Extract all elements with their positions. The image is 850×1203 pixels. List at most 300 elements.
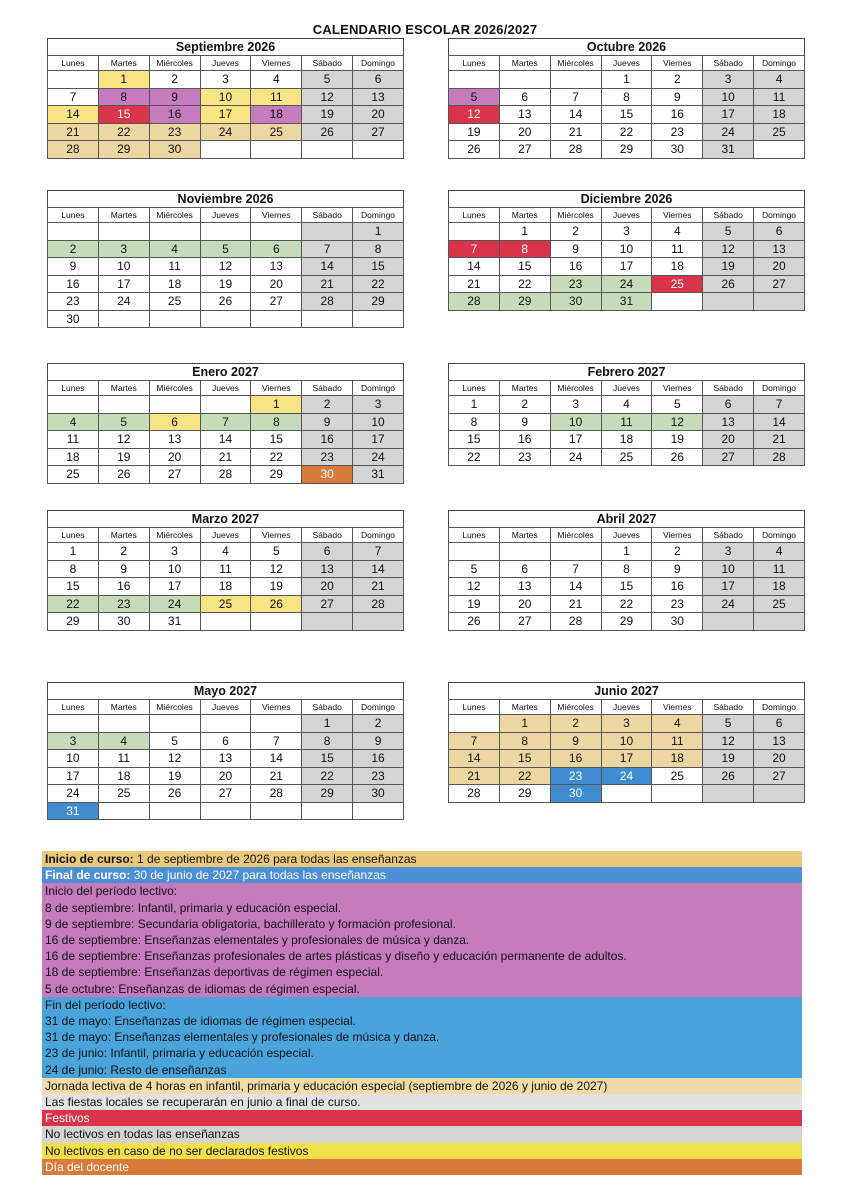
- week-row: [48, 88, 404, 106]
- weekday-header: Viernes: [251, 56, 302, 71]
- day-cell: 18: [652, 258, 703, 276]
- legend-line: [42, 1110, 802, 1126]
- week-row: [449, 595, 805, 613]
- week-row: [48, 123, 404, 141]
- day-cell: 10: [601, 240, 652, 258]
- month-table: [448, 55, 805, 159]
- day-cell: 25: [652, 275, 703, 293]
- day-cell: 16: [48, 275, 99, 293]
- month-calendar: [47, 510, 404, 631]
- day-cell: 11: [601, 413, 652, 431]
- day-cell: 4: [754, 71, 805, 89]
- week-row: [449, 413, 805, 431]
- day-cell: 9: [652, 88, 703, 106]
- week-row: [449, 560, 805, 578]
- day-cell: 2: [652, 543, 703, 561]
- day-cell: 9: [302, 413, 353, 431]
- day-cell: 10: [601, 732, 652, 750]
- day-cell: 27: [302, 595, 353, 613]
- day-cell: 29: [601, 141, 652, 159]
- day-cell: 31: [48, 802, 99, 820]
- weekday-header: Martes: [98, 528, 149, 543]
- day-cell: 12: [302, 88, 353, 106]
- day-cell: 15: [499, 750, 550, 768]
- day-cell: 6: [251, 240, 302, 258]
- weekday-header: Viernes: [652, 381, 703, 396]
- day-cell: 17: [703, 106, 754, 124]
- day-cell: 21: [353, 578, 404, 596]
- day-cell: 16: [499, 431, 550, 449]
- day-cell: [251, 141, 302, 159]
- day-cell: [251, 613, 302, 631]
- day-cell: 29: [499, 293, 550, 311]
- day-cell: 21: [754, 431, 805, 449]
- week-row: [48, 258, 404, 276]
- weekday-header: Jueves: [601, 56, 652, 71]
- legend-bold-label: Final de curso:: [45, 868, 131, 883]
- day-cell: 9: [48, 258, 99, 276]
- legend-line: [42, 1062, 802, 1078]
- day-cell: 9: [98, 560, 149, 578]
- weekday-header: Sábado: [703, 381, 754, 396]
- week-row: [48, 595, 404, 613]
- day-cell: 28: [449, 785, 500, 803]
- day-cell: 7: [550, 88, 601, 106]
- day-cell: 25: [200, 595, 251, 613]
- week-row: [48, 141, 404, 159]
- day-cell: 18: [251, 106, 302, 124]
- day-cell: 22: [98, 123, 149, 141]
- legend-text: 9 de septiembre: Secundaria obligatoria, bachillerato y formación profesional.: [45, 916, 456, 931]
- day-cell: [703, 613, 754, 631]
- day-cell: 21: [550, 123, 601, 141]
- day-cell: 12: [200, 258, 251, 276]
- day-cell: 6: [754, 715, 805, 733]
- day-cell: 1: [98, 71, 149, 89]
- month-table: [448, 380, 805, 466]
- day-cell: 3: [200, 71, 251, 89]
- day-cell: 1: [601, 543, 652, 561]
- month-calendar: [448, 682, 805, 803]
- day-cell: 20: [302, 578, 353, 596]
- weekday-header: Miércoles: [550, 700, 601, 715]
- week-row: [48, 802, 404, 820]
- month-title: Octubre 2026: [448, 38, 805, 55]
- day-cell: [98, 715, 149, 733]
- day-cell: 2: [652, 71, 703, 89]
- legend-text: 18 de septiembre: Enseñanzas deportivas de régimen especial.: [45, 965, 384, 980]
- legend-text: 1 de septiembre de 2026 para todas las enseñanzas: [133, 852, 417, 866]
- day-cell: 10: [48, 750, 99, 768]
- day-cell: 8: [302, 732, 353, 750]
- day-cell: 29: [302, 785, 353, 803]
- day-cell: 29: [353, 293, 404, 311]
- week-row: [48, 71, 404, 89]
- day-cell: 6: [754, 223, 805, 241]
- legend-text: Jornada lectiva de 4 horas en infantil, primaria y educación especial (septiembre de 2026 y junio de 2027): [45, 1078, 608, 1093]
- day-cell: 6: [200, 732, 251, 750]
- day-cell: 8: [353, 240, 404, 258]
- day-cell: 30: [98, 613, 149, 631]
- day-cell: [251, 802, 302, 820]
- day-cell: 24: [703, 595, 754, 613]
- day-cell: [302, 223, 353, 241]
- weekday-header: Domingo: [754, 381, 805, 396]
- day-cell: [149, 802, 200, 820]
- weekday-header: Martes: [499, 700, 550, 715]
- legend-text: Festivos: [45, 1111, 90, 1126]
- day-cell: 5: [98, 413, 149, 431]
- legend-text: No lectivos en todas las enseñanzas: [45, 1127, 240, 1142]
- day-cell: 27: [754, 275, 805, 293]
- legend-text: 31 de mayo: Enseñanzas de idiomas de régimen especial.: [45, 1014, 356, 1029]
- weekday-header: Martes: [98, 381, 149, 396]
- day-cell: 1: [499, 715, 550, 733]
- day-cell: 17: [550, 431, 601, 449]
- day-cell: 15: [251, 431, 302, 449]
- day-cell: 3: [550, 396, 601, 414]
- weekday-header: Miércoles: [149, 700, 200, 715]
- week-row: [449, 71, 805, 89]
- week-row: [449, 223, 805, 241]
- week-row: [48, 785, 404, 803]
- legend-line: [42, 964, 802, 980]
- legend-text: 23 de junio: Infantil, primaria y educación especial.: [45, 1046, 314, 1061]
- day-cell: 31: [601, 293, 652, 311]
- day-cell: [353, 141, 404, 159]
- week-row: [48, 767, 404, 785]
- weekday-header: Lunes: [449, 56, 500, 71]
- day-cell: 11: [200, 560, 251, 578]
- day-cell: 7: [754, 396, 805, 414]
- day-cell: 2: [550, 715, 601, 733]
- legend-line: [42, 981, 802, 997]
- week-row: [48, 275, 404, 293]
- week-row: [449, 750, 805, 768]
- day-cell: 26: [449, 613, 500, 631]
- month-calendar: [448, 363, 805, 466]
- legend-line: [42, 1143, 802, 1159]
- week-row: [449, 613, 805, 631]
- weekday-header: Domingo: [353, 528, 404, 543]
- day-cell: 23: [353, 767, 404, 785]
- weekday-header: Sábado: [703, 700, 754, 715]
- day-cell: 30: [302, 466, 353, 484]
- day-cell: 13: [499, 578, 550, 596]
- weekday-header: Jueves: [601, 700, 652, 715]
- day-cell: 9: [353, 732, 404, 750]
- day-cell: 20: [251, 275, 302, 293]
- day-cell: 28: [754, 448, 805, 466]
- day-cell: [449, 715, 500, 733]
- legend-line: [42, 1094, 802, 1110]
- week-row: [48, 750, 404, 768]
- day-cell: 20: [200, 767, 251, 785]
- day-cell: 21: [48, 123, 99, 141]
- day-cell: 26: [449, 141, 500, 159]
- day-cell: 23: [98, 595, 149, 613]
- day-cell: 31: [149, 613, 200, 631]
- day-cell: 30: [353, 785, 404, 803]
- day-cell: 18: [601, 431, 652, 449]
- week-row: [449, 448, 805, 466]
- day-cell: 6: [703, 396, 754, 414]
- week-row: [449, 258, 805, 276]
- weekday-header: Lunes: [449, 381, 500, 396]
- day-cell: 24: [601, 767, 652, 785]
- day-cell: 25: [48, 466, 99, 484]
- weekday-header: Lunes: [449, 528, 500, 543]
- legend-line: [42, 916, 802, 932]
- month-title: Enero 2027: [47, 363, 404, 380]
- week-row: [48, 240, 404, 258]
- day-cell: 17: [703, 578, 754, 596]
- day-cell: 17: [353, 431, 404, 449]
- week-row: [449, 106, 805, 124]
- day-cell: 8: [601, 560, 652, 578]
- month-calendar: [47, 190, 404, 328]
- day-cell: [200, 223, 251, 241]
- day-cell: 18: [98, 767, 149, 785]
- day-cell: 3: [353, 396, 404, 414]
- month-calendar: [448, 38, 805, 159]
- week-row: [449, 578, 805, 596]
- day-cell: 7: [449, 732, 500, 750]
- day-cell: [499, 71, 550, 89]
- day-cell: 12: [149, 750, 200, 768]
- day-cell: 18: [754, 578, 805, 596]
- day-cell: 24: [200, 123, 251, 141]
- day-cell: 4: [149, 240, 200, 258]
- weekday-header: Miércoles: [550, 381, 601, 396]
- weekday-header: Jueves: [200, 528, 251, 543]
- day-cell: 1: [302, 715, 353, 733]
- month-calendar: [47, 38, 404, 159]
- day-cell: 24: [601, 275, 652, 293]
- day-cell: [200, 613, 251, 631]
- day-cell: 6: [353, 71, 404, 89]
- day-cell: 22: [48, 595, 99, 613]
- weekday-header: Viernes: [251, 700, 302, 715]
- legend-text: 31 de mayo: Enseñanzas elementales y profesionales de música y danza.: [45, 1030, 440, 1045]
- day-cell: 13: [703, 413, 754, 431]
- day-cell: 17: [149, 578, 200, 596]
- month-title: Mayo 2027: [47, 682, 404, 699]
- legend-line: [42, 1029, 802, 1045]
- day-cell: 22: [601, 595, 652, 613]
- month-table: [47, 380, 404, 484]
- day-cell: 5: [149, 732, 200, 750]
- weekday-header: Viernes: [652, 208, 703, 223]
- day-cell: 24: [98, 293, 149, 311]
- legend-line: [42, 948, 802, 964]
- month-table: [448, 699, 805, 803]
- day-cell: 10: [149, 560, 200, 578]
- legend-text: 5 de octubre: Enseñanzas de idiomas de régimen especial.: [45, 981, 360, 996]
- weekday-header: Viernes: [652, 56, 703, 71]
- day-cell: 19: [200, 275, 251, 293]
- month-table: [47, 55, 404, 159]
- day-cell: 12: [251, 560, 302, 578]
- day-cell: 28: [550, 613, 601, 631]
- month-title: Junio 2027: [448, 682, 805, 699]
- day-cell: [754, 293, 805, 311]
- day-cell: 12: [703, 732, 754, 750]
- day-cell: 1: [449, 396, 500, 414]
- month-table: [47, 699, 404, 820]
- day-cell: [302, 310, 353, 328]
- day-cell: 6: [149, 413, 200, 431]
- day-cell: 23: [499, 448, 550, 466]
- day-cell: [251, 310, 302, 328]
- day-cell: 5: [302, 71, 353, 89]
- month-table: [47, 207, 404, 328]
- legend-line: [42, 1045, 802, 1061]
- week-row: [48, 431, 404, 449]
- weekday-header: Miércoles: [550, 56, 601, 71]
- day-cell: 20: [149, 448, 200, 466]
- day-cell: 2: [149, 71, 200, 89]
- day-cell: 4: [251, 71, 302, 89]
- week-row: [48, 543, 404, 561]
- week-row: [449, 240, 805, 258]
- legend-line: [42, 1159, 802, 1175]
- day-cell: 15: [449, 431, 500, 449]
- month-calendar: [47, 682, 404, 820]
- day-cell: 23: [550, 275, 601, 293]
- day-cell: 7: [200, 413, 251, 431]
- weekday-header: Lunes: [449, 700, 500, 715]
- weekday-header: Lunes: [48, 381, 99, 396]
- day-cell: 24: [48, 785, 99, 803]
- weekday-header: Sábado: [703, 528, 754, 543]
- day-cell: [550, 71, 601, 89]
- weekday-header: Miércoles: [149, 208, 200, 223]
- weekday-header: Domingo: [353, 56, 404, 71]
- day-cell: 25: [149, 293, 200, 311]
- day-cell: 8: [499, 240, 550, 258]
- weekday-header: Domingo: [353, 208, 404, 223]
- day-cell: 10: [550, 413, 601, 431]
- day-cell: 4: [754, 543, 805, 561]
- day-cell: 24: [550, 448, 601, 466]
- day-cell: 3: [149, 543, 200, 561]
- weekday-header: Sábado: [302, 700, 353, 715]
- day-cell: 28: [48, 141, 99, 159]
- day-cell: 25: [652, 767, 703, 785]
- day-cell: [48, 715, 99, 733]
- day-cell: 11: [652, 732, 703, 750]
- weekday-header: Viernes: [251, 208, 302, 223]
- day-cell: 13: [754, 732, 805, 750]
- day-cell: 14: [48, 106, 99, 124]
- day-cell: 20: [353, 106, 404, 124]
- day-cell: [754, 613, 805, 631]
- day-cell: 28: [251, 785, 302, 803]
- day-cell: 4: [48, 413, 99, 431]
- week-row: [48, 396, 404, 414]
- day-cell: 9: [550, 240, 601, 258]
- day-cell: 19: [449, 595, 500, 613]
- legend-text: 16 de septiembre: Enseñanzas elementales y profesionales de música y danza.: [45, 933, 470, 948]
- day-cell: 14: [200, 431, 251, 449]
- day-cell: 4: [200, 543, 251, 561]
- day-cell: 15: [601, 106, 652, 124]
- day-cell: 10: [353, 413, 404, 431]
- day-cell: 19: [302, 106, 353, 124]
- day-cell: 23: [302, 448, 353, 466]
- month-table: [448, 207, 805, 311]
- day-cell: 8: [251, 413, 302, 431]
- legend-line: [42, 932, 802, 948]
- day-cell: 21: [251, 767, 302, 785]
- legend-text: Fin del período lectivo:: [45, 997, 166, 1012]
- day-cell: 21: [302, 275, 353, 293]
- day-cell: 9: [149, 88, 200, 106]
- day-cell: 27: [754, 767, 805, 785]
- day-cell: 17: [98, 275, 149, 293]
- day-cell: 15: [601, 578, 652, 596]
- day-cell: 15: [302, 750, 353, 768]
- day-cell: 10: [703, 88, 754, 106]
- legend-line: [42, 997, 802, 1013]
- day-cell: 17: [48, 767, 99, 785]
- day-cell: 20: [754, 750, 805, 768]
- day-cell: 30: [48, 310, 99, 328]
- day-cell: [48, 71, 99, 89]
- day-cell: [48, 223, 99, 241]
- day-cell: 4: [652, 223, 703, 241]
- weekday-header: Sábado: [703, 56, 754, 71]
- week-row: [449, 88, 805, 106]
- day-cell: 6: [302, 543, 353, 561]
- day-cell: 26: [652, 448, 703, 466]
- day-cell: 29: [251, 466, 302, 484]
- day-cell: 29: [48, 613, 99, 631]
- day-cell: 22: [353, 275, 404, 293]
- day-cell: [251, 715, 302, 733]
- week-row: [48, 578, 404, 596]
- day-cell: 20: [703, 431, 754, 449]
- day-cell: 26: [302, 123, 353, 141]
- weekday-header: Domingo: [754, 208, 805, 223]
- month-calendar: [47, 363, 404, 484]
- week-row: [449, 141, 805, 159]
- weekday-header: Miércoles: [149, 381, 200, 396]
- week-row: [449, 732, 805, 750]
- day-cell: [353, 802, 404, 820]
- day-cell: 14: [449, 750, 500, 768]
- month-title: Diciembre 2026: [448, 190, 805, 207]
- week-row: [48, 732, 404, 750]
- day-cell: 27: [251, 293, 302, 311]
- week-row: [48, 413, 404, 431]
- day-cell: 2: [98, 543, 149, 561]
- legend-line: [42, 900, 802, 916]
- weekday-header: Miércoles: [149, 56, 200, 71]
- day-cell: 27: [200, 785, 251, 803]
- day-cell: 26: [149, 785, 200, 803]
- weekday-header: Martes: [499, 56, 550, 71]
- weekday-header: Martes: [98, 208, 149, 223]
- day-cell: 14: [302, 258, 353, 276]
- day-cell: 21: [449, 767, 500, 785]
- day-cell: 1: [353, 223, 404, 241]
- week-row: [48, 466, 404, 484]
- legend-text: 16 de septiembre: Enseñanzas profesionales de artes plásticas y diseño y educación permanente de adultos.: [45, 949, 627, 964]
- day-cell: 11: [48, 431, 99, 449]
- weekday-header: Jueves: [200, 381, 251, 396]
